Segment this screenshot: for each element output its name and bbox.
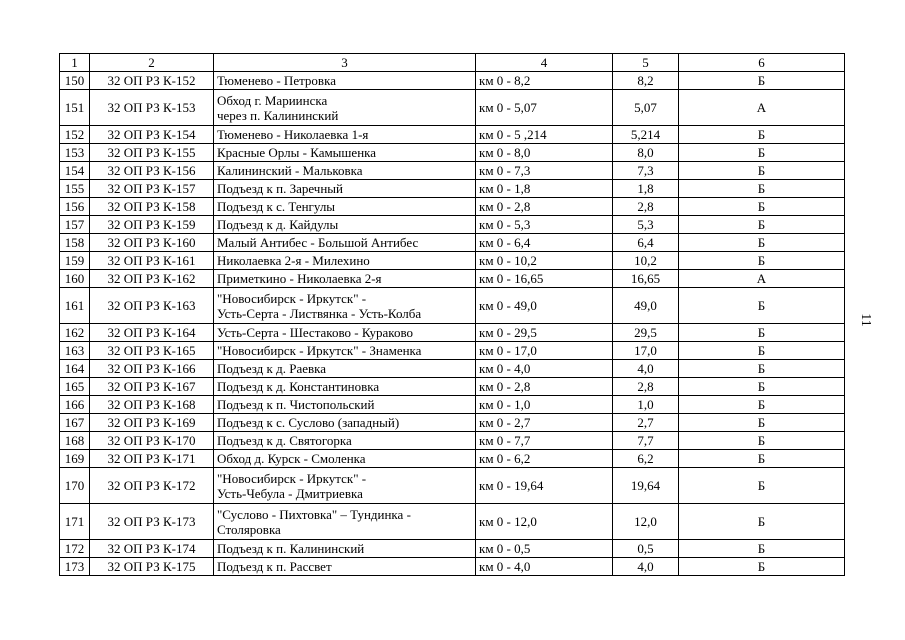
- table-row: [60, 288, 845, 324]
- row-number-cell: 151: [60, 90, 90, 126]
- length-cell: 2,8: [613, 198, 679, 216]
- table-row: [60, 468, 845, 504]
- table-row: [60, 216, 845, 234]
- category-cell: Б: [679, 198, 845, 216]
- km-range-cell: км 0 - 6,4: [476, 234, 613, 252]
- length-cell: 16,65: [613, 270, 679, 288]
- road-name-cell: Красные Орлы - Камышенка: [214, 144, 476, 162]
- length-cell: 4,0: [613, 360, 679, 378]
- table-row: [60, 144, 845, 162]
- road-code-cell: 32 ОП РЗ К-152: [90, 72, 214, 90]
- road-name-cell: Подъезд к с. Суслово (западный): [214, 414, 476, 432]
- road-name-cell: Приметкино - Николаевка 2-я: [214, 270, 476, 288]
- category-cell: Б: [679, 342, 845, 360]
- table-row: [60, 198, 845, 216]
- length-cell: 12,0: [613, 504, 679, 540]
- row-number-cell: 162: [60, 324, 90, 342]
- length-cell: 10,2: [613, 252, 679, 270]
- table-row: [60, 90, 845, 126]
- category-cell: Б: [679, 450, 845, 468]
- row-number-cell: 164: [60, 360, 90, 378]
- road-code-cell: 32 ОП РЗ К-157: [90, 180, 214, 198]
- road-name-cell: "Суслово - Пихтовка" – Тундинка - Столяровка: [214, 504, 476, 540]
- header-cell-5: 5: [613, 54, 679, 72]
- road-name-cell: Усть-Серта - Шестаково - Кураково: [214, 324, 476, 342]
- road-name-cell: Подъезд к д. Раевка: [214, 360, 476, 378]
- road-code-cell: 32 ОП РЗ К-156: [90, 162, 214, 180]
- length-cell: 1,0: [613, 396, 679, 414]
- road-code-cell: 32 ОП РЗ К-170: [90, 432, 214, 450]
- road-code-cell: 32 ОП РЗ К-155: [90, 144, 214, 162]
- road-code-cell: 32 ОП РЗ К-173: [90, 504, 214, 540]
- road-name-cell: "Новосибирск - Иркутск" - Усть-Чебула - Дмитриевка: [214, 468, 476, 504]
- table-row: [60, 162, 845, 180]
- table-row: [60, 234, 845, 252]
- road-code-cell: 32 ОП РЗ К-165: [90, 342, 214, 360]
- table-row: [60, 450, 845, 468]
- road-code-cell: 32 ОП РЗ К-162: [90, 270, 214, 288]
- row-number-cell: 158: [60, 234, 90, 252]
- table-row: [60, 180, 845, 198]
- row-number-cell: 154: [60, 162, 90, 180]
- category-cell: Б: [679, 252, 845, 270]
- row-number-cell: 171: [60, 504, 90, 540]
- row-number-cell: 167: [60, 414, 90, 432]
- road-code-cell: 32 ОП РЗ К-158: [90, 198, 214, 216]
- category-cell: Б: [679, 180, 845, 198]
- row-number-cell: 152: [60, 126, 90, 144]
- category-cell: Б: [679, 540, 845, 558]
- length-cell: 1,8: [613, 180, 679, 198]
- table-row: [60, 342, 845, 360]
- category-cell: Б: [679, 216, 845, 234]
- row-number-cell: 172: [60, 540, 90, 558]
- road-code-cell: 32 ОП РЗ К-174: [90, 540, 214, 558]
- category-cell: Б: [679, 360, 845, 378]
- category-cell: А: [679, 270, 845, 288]
- road-name-cell: Подъезд к п. Рассвет: [214, 558, 476, 576]
- km-range-cell: км 0 - 1,0: [476, 396, 613, 414]
- table-row: [60, 360, 845, 378]
- road-name-cell: "Новосибирск - Иркутск" - Усть-Серта - Листвянка - Усть-Колба: [214, 288, 476, 324]
- road-code-cell: 32 ОП РЗ К-175: [90, 558, 214, 576]
- length-cell: 17,0: [613, 342, 679, 360]
- header-cell-2: 2: [90, 54, 214, 72]
- length-cell: 0,5: [613, 540, 679, 558]
- road-name-cell: Калининский - Мальковка: [214, 162, 476, 180]
- length-cell: 2,8: [613, 378, 679, 396]
- table-row: [60, 270, 845, 288]
- roads-table: [59, 53, 845, 576]
- road-code-cell: 32 ОП РЗ К-169: [90, 414, 214, 432]
- table-row: [60, 432, 845, 450]
- row-number-cell: 170: [60, 468, 90, 504]
- km-range-cell: км 0 - 2,8: [476, 378, 613, 396]
- km-range-cell: км 0 - 5,3: [476, 216, 613, 234]
- length-cell: 6,4: [613, 234, 679, 252]
- category-cell: Б: [679, 72, 845, 90]
- length-cell: 6,2: [613, 450, 679, 468]
- km-range-cell: км 0 - 17,0: [476, 342, 613, 360]
- road-code-cell: 32 ОП РЗ К-168: [90, 396, 214, 414]
- row-number-cell: 161: [60, 288, 90, 324]
- page-number: 11: [858, 313, 873, 327]
- table-row: [60, 72, 845, 90]
- category-cell: Б: [679, 396, 845, 414]
- category-cell: Б: [679, 378, 845, 396]
- category-cell: Б: [679, 234, 845, 252]
- category-cell: Б: [679, 432, 845, 450]
- category-cell: Б: [679, 126, 845, 144]
- table-row: [60, 324, 845, 342]
- length-cell: 5,07: [613, 90, 679, 126]
- road-name-cell: "Новосибирск - Иркутск" - Знаменка: [214, 342, 476, 360]
- km-range-cell: км 0 - 0,5: [476, 540, 613, 558]
- km-range-cell: км 0 - 5,07: [476, 90, 613, 126]
- km-range-cell: км 0 - 4,0: [476, 360, 613, 378]
- road-name-cell: Малый Антибес - Большой Антибес: [214, 234, 476, 252]
- km-range-cell: км 0 - 5 ,214: [476, 126, 613, 144]
- row-number-cell: 166: [60, 396, 90, 414]
- table-header-row: [60, 54, 845, 72]
- road-name-cell: Подъезд к с. Тенгулы: [214, 198, 476, 216]
- row-number-cell: 159: [60, 252, 90, 270]
- length-cell: 2,7: [613, 414, 679, 432]
- km-range-cell: км 0 - 1,8: [476, 180, 613, 198]
- length-cell: 49,0: [613, 288, 679, 324]
- length-cell: 29,5: [613, 324, 679, 342]
- table-row: [60, 558, 845, 576]
- category-cell: Б: [679, 144, 845, 162]
- header-cell-3: 3: [214, 54, 476, 72]
- km-range-cell: км 0 - 16,65: [476, 270, 613, 288]
- table-row: [60, 126, 845, 144]
- road-name-cell: Подъезд к д. Святогорка: [214, 432, 476, 450]
- row-number-cell: 156: [60, 198, 90, 216]
- road-code-cell: 32 ОП РЗ К-172: [90, 468, 214, 504]
- road-name-cell: Подъезд к п. Заречный: [214, 180, 476, 198]
- km-range-cell: км 0 - 2,7: [476, 414, 613, 432]
- length-cell: 7,3: [613, 162, 679, 180]
- header-cell-1: 1: [60, 54, 90, 72]
- road-code-cell: 32 ОП РЗ К-160: [90, 234, 214, 252]
- road-name-cell: Подъезд к п. Калининский: [214, 540, 476, 558]
- km-range-cell: км 0 - 8,0: [476, 144, 613, 162]
- road-code-cell: 32 ОП РЗ К-163: [90, 288, 214, 324]
- row-number-cell: 157: [60, 216, 90, 234]
- road-code-cell: 32 ОП РЗ К-166: [90, 360, 214, 378]
- road-name-cell: Обход г. Мариинска через п. Калининский: [214, 90, 476, 126]
- header-cell-6: 6: [679, 54, 845, 72]
- km-range-cell: км 0 - 6,2: [476, 450, 613, 468]
- km-range-cell: км 0 - 8,2: [476, 72, 613, 90]
- row-number-cell: 168: [60, 432, 90, 450]
- table-row: [60, 378, 845, 396]
- km-range-cell: км 0 - 10,2: [476, 252, 613, 270]
- table-row: [60, 414, 845, 432]
- category-cell: Б: [679, 558, 845, 576]
- length-cell: 19,64: [613, 468, 679, 504]
- length-cell: 8,2: [613, 72, 679, 90]
- road-code-cell: 32 ОП РЗ К-164: [90, 324, 214, 342]
- row-number-cell: 173: [60, 558, 90, 576]
- category-cell: Б: [679, 414, 845, 432]
- table-row: [60, 396, 845, 414]
- road-name-cell: Тюменево - Петровка: [214, 72, 476, 90]
- road-name-cell: Подъезд к д. Кайдулы: [214, 216, 476, 234]
- row-number-cell: 165: [60, 378, 90, 396]
- km-range-cell: км 0 - 2,8: [476, 198, 613, 216]
- length-cell: 5,214: [613, 126, 679, 144]
- km-range-cell: км 0 - 12,0: [476, 504, 613, 540]
- length-cell: 8,0: [613, 144, 679, 162]
- category-cell: Б: [679, 288, 845, 324]
- km-range-cell: км 0 - 19,64: [476, 468, 613, 504]
- row-number-cell: 150: [60, 72, 90, 90]
- row-number-cell: 155: [60, 180, 90, 198]
- length-cell: 7,7: [613, 432, 679, 450]
- length-cell: 5,3: [613, 216, 679, 234]
- road-code-cell: 32 ОП РЗ К-161: [90, 252, 214, 270]
- road-name-cell: Обход д. Курск - Смоленка: [214, 450, 476, 468]
- category-cell: А: [679, 90, 845, 126]
- category-cell: Б: [679, 162, 845, 180]
- road-code-cell: 32 ОП РЗ К-154: [90, 126, 214, 144]
- header-cell-4: 4: [476, 54, 613, 72]
- road-code-cell: 32 ОП РЗ К-153: [90, 90, 214, 126]
- category-cell: Б: [679, 324, 845, 342]
- road-code-cell: 32 ОП РЗ К-167: [90, 378, 214, 396]
- road-code-cell: 32 ОП РЗ К-159: [90, 216, 214, 234]
- table-row: [60, 252, 845, 270]
- row-number-cell: 169: [60, 450, 90, 468]
- road-name-cell: Тюменево - Николаевка 1-я: [214, 126, 476, 144]
- km-range-cell: км 0 - 7,3: [476, 162, 613, 180]
- length-cell: 4,0: [613, 558, 679, 576]
- roads-table-body: [60, 54, 845, 576]
- km-range-cell: км 0 - 29,5: [476, 324, 613, 342]
- km-range-cell: км 0 - 7,7: [476, 432, 613, 450]
- table-row: [60, 504, 845, 540]
- category-cell: Б: [679, 504, 845, 540]
- table-row: [60, 540, 845, 558]
- km-range-cell: км 0 - 49,0: [476, 288, 613, 324]
- row-number-cell: 153: [60, 144, 90, 162]
- road-name-cell: Подъезд к д. Константиновка: [214, 378, 476, 396]
- row-number-cell: 163: [60, 342, 90, 360]
- row-number-cell: 160: [60, 270, 90, 288]
- category-cell: Б: [679, 468, 845, 504]
- road-code-cell: 32 ОП РЗ К-171: [90, 450, 214, 468]
- km-range-cell: км 0 - 4,0: [476, 558, 613, 576]
- road-name-cell: Николаевка 2-я - Милехино: [214, 252, 476, 270]
- road-name-cell: Подъезд к п. Чистопольский: [214, 396, 476, 414]
